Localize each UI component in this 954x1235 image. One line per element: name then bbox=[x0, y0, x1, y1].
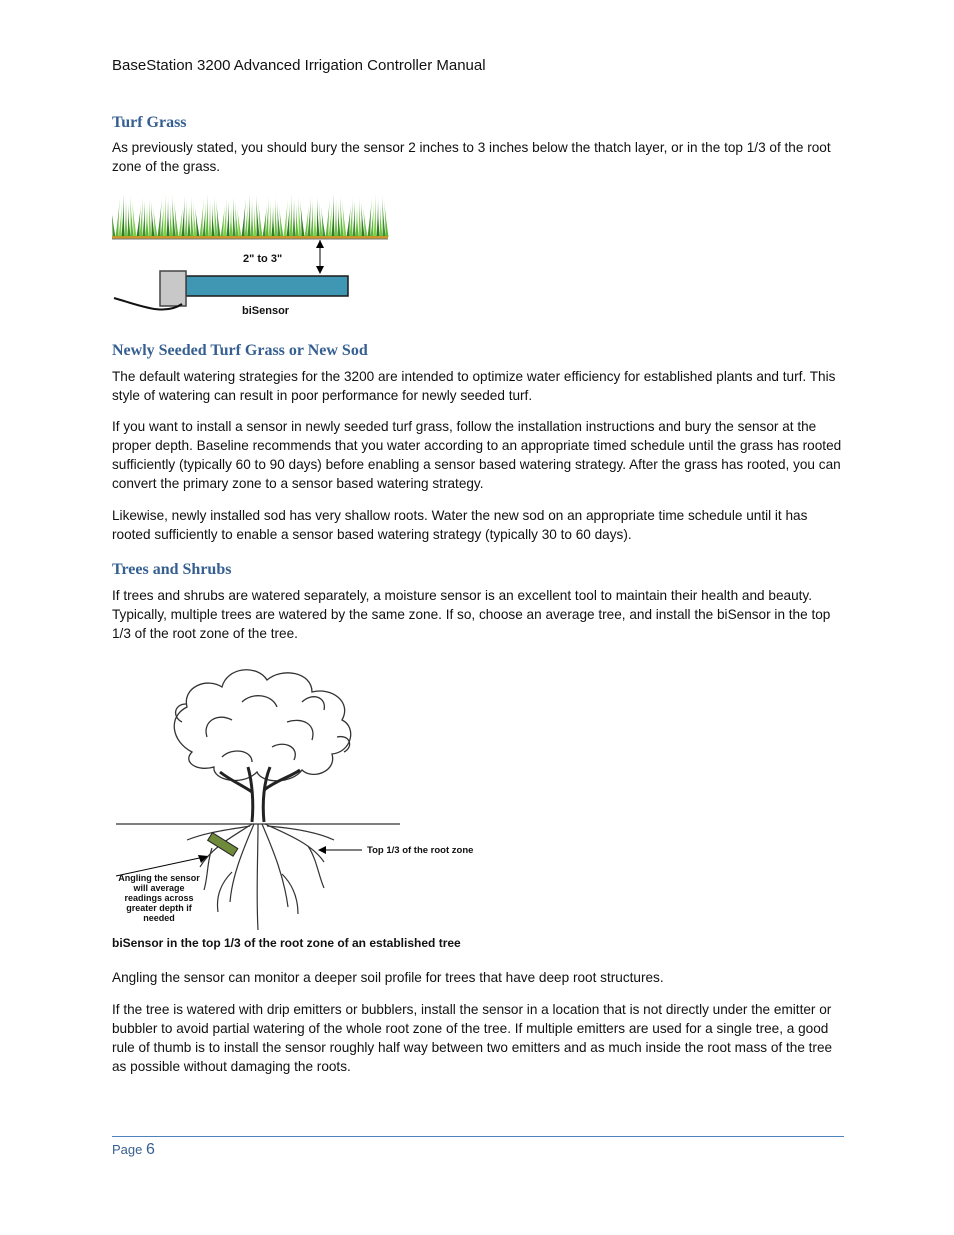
grass-blade bbox=[382, 195, 386, 237]
bisensor-cap bbox=[160, 271, 186, 306]
grass-blade bbox=[182, 196, 186, 237]
grass-blades bbox=[112, 194, 389, 237]
grass-blade bbox=[293, 199, 296, 237]
tree-canopy bbox=[174, 670, 350, 781]
grass-blade bbox=[191, 197, 194, 237]
heading-newly-seeded: Newly Seeded Turf Grass or New Sod bbox=[112, 342, 368, 359]
grass-blade bbox=[170, 204, 173, 237]
grass-blade bbox=[335, 199, 338, 237]
grass-blade bbox=[308, 196, 312, 237]
grass-blade bbox=[290, 194, 293, 237]
angle-note-line: readings across bbox=[124, 893, 194, 903]
angle-note-line: needed bbox=[143, 913, 175, 923]
angle-note-line: will average bbox=[133, 883, 185, 893]
grass-blade bbox=[338, 204, 341, 237]
grass-blade bbox=[248, 194, 251, 237]
grass-blade bbox=[172, 195, 176, 237]
grass-blade bbox=[167, 199, 170, 237]
grass-blade bbox=[233, 197, 236, 237]
grass-blade bbox=[146, 206, 149, 237]
paragraph-newly-seeded-2: If you want to install a sensor in newly seeded turf grass, follow the installation instructions and bury the sensor at the proper depth. Baseline recommends that you water according to an appropriate timed schedule until the grass has rooted sufficiently (typically 60 to 90 days) before enabling a sensor based watering strategy. After the grass has rooted, you can convert the primary zone to a sensor based watering strategy. bbox=[112, 419, 842, 491]
grass-blade bbox=[332, 194, 335, 237]
grass-blade bbox=[130, 195, 134, 237]
footer-rule bbox=[112, 1136, 844, 1137]
grass-blade bbox=[143, 201, 146, 237]
grass-blade bbox=[209, 199, 212, 237]
grass-blade bbox=[340, 195, 344, 237]
root-zone-pointer-head bbox=[318, 846, 326, 854]
grass-blade bbox=[128, 204, 131, 237]
grass-blade bbox=[164, 194, 167, 237]
grass-blade bbox=[272, 206, 275, 237]
paragraph-turf-1: As previously stated, you should bury the sensor 2 inches to 3 inches below the thatch layer, or in the top 1/3 of the root zone of the grass. bbox=[112, 140, 831, 174]
grass-blade bbox=[235, 202, 239, 237]
grass-blade bbox=[356, 206, 359, 237]
grass-blade bbox=[350, 196, 354, 237]
page-footer bbox=[112, 1141, 155, 1159]
grass-blade bbox=[193, 202, 197, 237]
depth-arrow-head-bottom bbox=[316, 266, 324, 274]
angle-note bbox=[118, 873, 200, 923]
grass-blade bbox=[298, 195, 302, 237]
paragraph-newly-seeded-1: The default watering strategies for the 3200 are intended to optimize water efficiency for established plants and turf. This style of watering can result in poor performance for newly seeded turf. bbox=[112, 369, 836, 403]
heading-turf-grass: Turf Grass bbox=[112, 114, 187, 131]
grass-blade bbox=[230, 206, 233, 237]
grass-blade bbox=[296, 204, 299, 237]
grass-blade bbox=[377, 199, 380, 237]
paragraph-trees-3: If the tree is watered with drip emitters or bubblers, install the sensor in a location that is not directly under the emitter or bubbler to avoid partial watering of the whole root zone of the tree. If multiple emitters are used for a single tree, a good rule of thumb is to install the sensor roughly half way between two emitters and as much inside the root mass of the tree as possible without damaging the roots. bbox=[112, 1002, 833, 1074]
grass-blade bbox=[266, 196, 270, 237]
paragraph-trees-1: If trees and shrubs are watered separately, a moisture sensor is an excellent tool to maintain their health and beauty. Typically, multiple trees are watered by the same zone. If so, choose an average tree, and install the biSensor in the top 1/3 of the root zone of the tree. bbox=[112, 588, 831, 641]
sensor-label: biSensor bbox=[242, 305, 290, 317]
grass-blade bbox=[125, 199, 128, 237]
grass-blade bbox=[359, 197, 362, 237]
figure-caption: biSensor in the top 1/3 of the root zone of an established tree bbox=[112, 936, 461, 950]
grass-blade bbox=[314, 206, 317, 237]
page-label: Page bbox=[112, 1142, 143, 1157]
grass-blade bbox=[269, 201, 272, 237]
grass-blade bbox=[317, 197, 320, 237]
grass-blade bbox=[188, 206, 191, 237]
grass-blade bbox=[256, 195, 260, 237]
root-zone-label: Top 1/3 of the root zone bbox=[367, 845, 474, 856]
turf-sensor-figure bbox=[112, 192, 392, 320]
grass-blade bbox=[251, 199, 254, 237]
grass-blade bbox=[206, 194, 209, 237]
grass-blade bbox=[374, 194, 377, 237]
grass-blade bbox=[151, 202, 155, 237]
page-number: 6 bbox=[146, 1141, 155, 1158]
tree-sensor-figure bbox=[112, 662, 482, 934]
grass-blade bbox=[112, 207, 116, 237]
paragraph-newly-seeded-3: Likewise, newly installed sod has very shallow roots. Water the new sod on an appropriate time schedule until it has rooted sufficiently to enable a sensor based watering strategy (typically 30 to 60 days). bbox=[112, 508, 808, 542]
document-header: BaseStation 3200 Advanced Irrigation Controller Manual bbox=[112, 57, 486, 74]
grass-blade bbox=[319, 202, 323, 237]
grass-blade bbox=[122, 194, 125, 237]
grass-blade bbox=[361, 202, 365, 237]
heading-trees-shrubs: Trees and Shrubs bbox=[112, 561, 232, 578]
depth-label: 2" to 3" bbox=[243, 253, 283, 265]
grass-blade bbox=[275, 197, 278, 237]
grass-blade bbox=[149, 197, 152, 237]
grass-blade bbox=[227, 201, 230, 237]
angle-note-line: greater depth if bbox=[126, 903, 192, 913]
grass-blade bbox=[214, 195, 218, 237]
bisensor-body bbox=[186, 276, 348, 296]
angle-note-line: Angling the sensor bbox=[118, 873, 200, 883]
grass-blade bbox=[353, 201, 356, 237]
grass-blade bbox=[311, 201, 314, 237]
paragraph-trees-2: Angling the sensor can monitor a deeper soil profile for trees that have deep root structures. bbox=[112, 970, 664, 985]
grass-blade bbox=[224, 196, 228, 237]
grass-blade bbox=[212, 204, 215, 237]
grass-blade bbox=[254, 204, 257, 237]
grass-blade bbox=[140, 196, 144, 237]
grass-blade bbox=[277, 202, 281, 237]
grass-blade bbox=[185, 201, 188, 237]
depth-arrow-head-top bbox=[316, 240, 324, 248]
grass-blade bbox=[380, 204, 383, 237]
